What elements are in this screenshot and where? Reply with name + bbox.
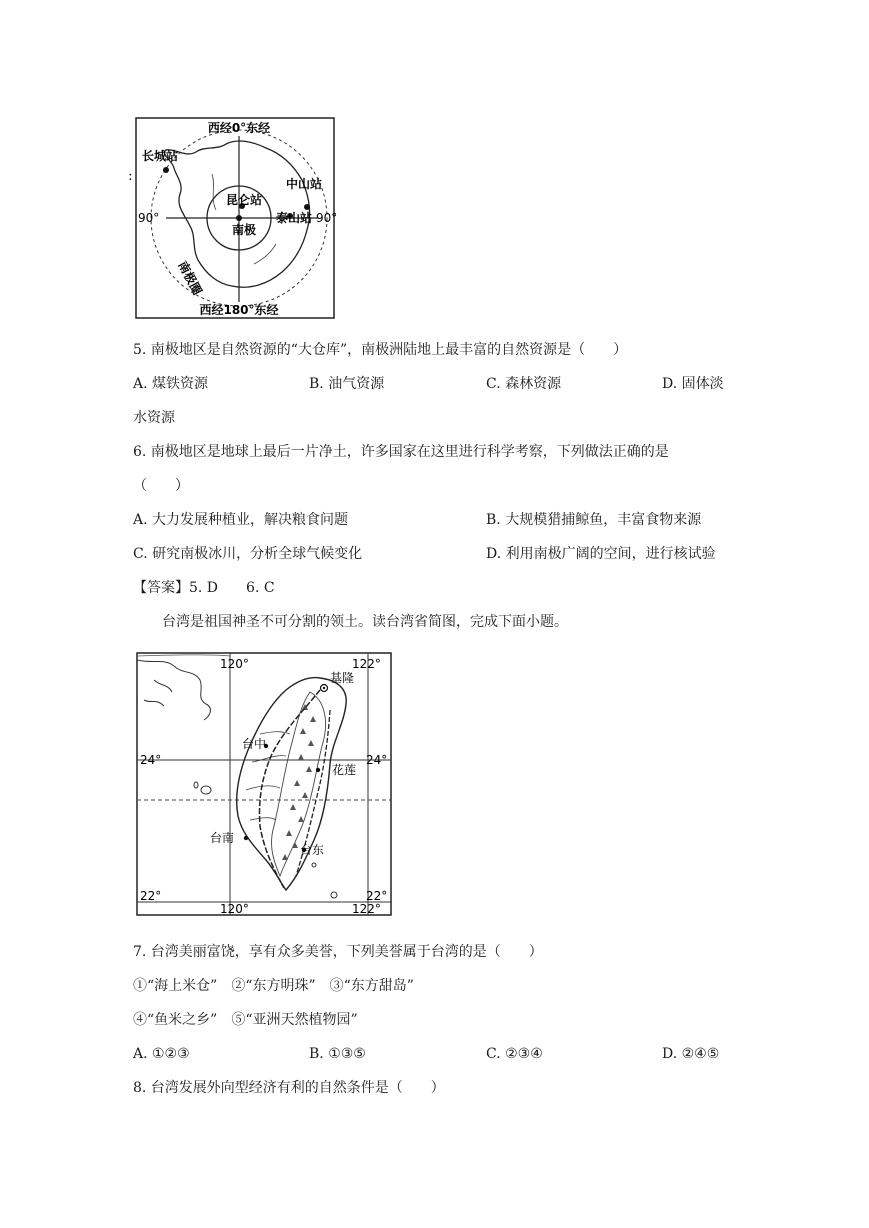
keelung-label: 基隆 (330, 671, 355, 685)
kunlun-station-label: 昆仑站 (226, 193, 263, 207)
map-top-label: 西经0°东经 (207, 121, 271, 135)
great-wall-station-label: 长城站 (142, 149, 179, 163)
q6-option-a: A. 大力发展种植业，解决粮食问题 (133, 512, 349, 528)
taiwan-map (134, 650, 394, 918)
q6-stem: 6. 南极地区是地球上最后一片净土，许多国家在这里进行科学考察，下列做法正确的是 (133, 444, 669, 460)
antarctica-map-figure (126, 114, 338, 324)
q5-option-a: A. 煤铁资源 (133, 376, 209, 392)
q7-statements-row2: ④“鱼米之乡” ⑤“亚洲天然植物园” (133, 1012, 358, 1028)
q5-option-d: D. 固体淡 (662, 376, 724, 392)
q6-paren: （ ） (133, 478, 189, 494)
q5-option-c: C. 森林资源 (486, 376, 562, 392)
lat-22-left-label: 22° (140, 889, 162, 903)
q6-option-c: C. 研究南极冰川，分析全球气候变化 (133, 546, 363, 562)
q6-option-b: B. 大规模猎捕鲸鱼，丰富食物来源 (486, 512, 702, 528)
q7-option-b: B. ①③⑤ (309, 1046, 366, 1062)
lon-120-top-label: 120° (220, 657, 249, 671)
lon-122-top-label: 122° (352, 657, 381, 671)
q7-option-d: D. ②④⑤ (662, 1046, 720, 1062)
side-mark: : (128, 168, 133, 184)
q6-option-d: D. 利用南极广阔的空间，进行核试验 (486, 546, 716, 562)
taishan-station-label: 泰山站 (276, 211, 313, 225)
right-longitude-label: 90° (316, 211, 338, 225)
tainan-label: 台南 (210, 831, 235, 845)
q5-option-d-cont: 水资源 (133, 410, 175, 426)
hualien-label: 花莲 (332, 763, 357, 777)
lon-122-bottom-label: 122° (352, 902, 381, 916)
map-bottom-label: 西经180°东经 (199, 303, 279, 317)
q7-statements-row1: ①“海上米仓” ②“东方明珠” ③“东方甜岛” (133, 978, 414, 994)
q5-option-b: B. 油气资源 (309, 376, 385, 392)
q5-stem: 5. 南极地区是自然资源的“大仓库”，南极洲陆地上最丰富的自然资源是（ ） (133, 342, 628, 358)
lat-24-right-label: 24° (366, 753, 388, 767)
left-longitude-label: 90° (138, 211, 160, 225)
q8-stem: 8. 台湾发展外向型经济有利的自然条件是（ ） (133, 1080, 445, 1096)
lat-22-right-label: 22° (366, 889, 388, 903)
taitung-label: 台东 (300, 843, 325, 857)
taiwan-map-figure (134, 650, 394, 918)
q7-option-a: A. ①②③ (133, 1046, 190, 1062)
zhongshan-station-label: 中山站 (286, 177, 323, 191)
q7-option-c: C. ②③④ (486, 1046, 543, 1062)
q7-stem: 7. 台湾美丽富饶，享有众多美誉，下列美誉属于台湾的是（ ） (133, 944, 543, 960)
answer-line: 【答案】5. D 6. C (133, 580, 275, 596)
antarctica-map (126, 114, 338, 324)
antarctic-circle-label: 南极圈 (175, 258, 205, 298)
lon-120-bottom-label: 120° (220, 902, 249, 916)
taiwan-intro: 台湾是祖国神圣不可分割的领土。读台湾省简图，完成下面小题。 (162, 614, 568, 630)
taichung-label: 台中 (242, 737, 267, 751)
south-pole-label: 南极 (232, 223, 257, 237)
lat-24-left-label: 24° (140, 753, 162, 767)
